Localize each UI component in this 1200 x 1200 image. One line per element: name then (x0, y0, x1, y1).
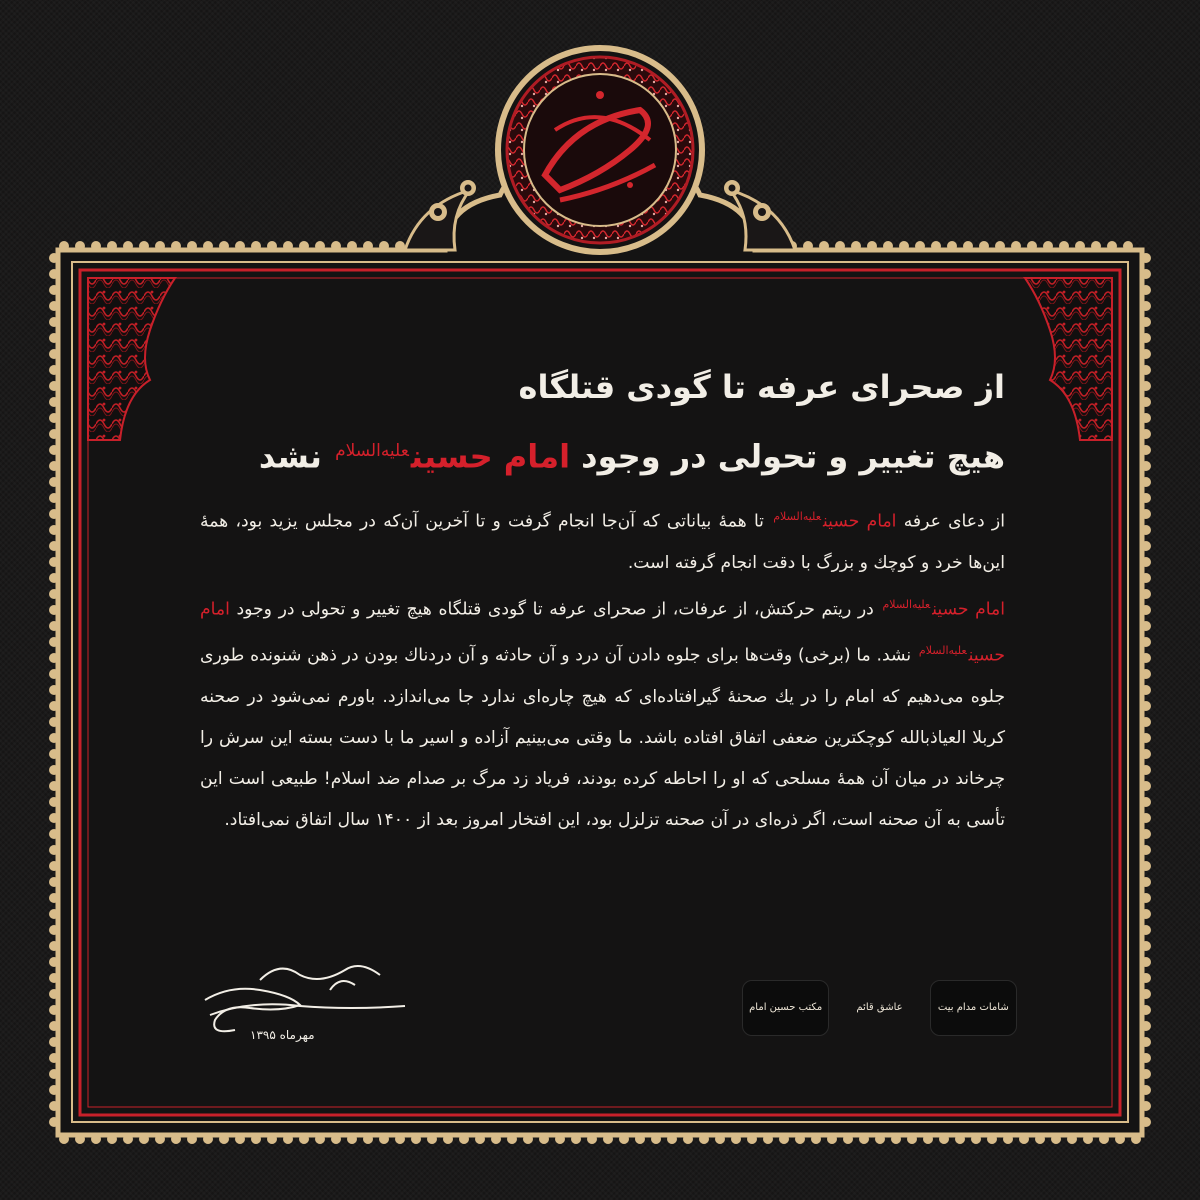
scallop-dot (395, 241, 405, 251)
scallop-dot (1141, 717, 1151, 727)
scallop-dot (267, 241, 277, 251)
scallop-dot (883, 241, 893, 251)
scallop-dot (459, 1134, 469, 1144)
scallop-dot (49, 845, 59, 855)
scallop-dot (49, 781, 59, 791)
scallop-dot (49, 525, 59, 535)
signature-date: مهرماه ۱۳۹۵ (250, 1028, 315, 1042)
scallop-dot (155, 1134, 165, 1144)
scallop-dot (49, 749, 59, 759)
scallop-dot (475, 1134, 485, 1144)
scallop-dot (49, 445, 59, 455)
scallop-dot (49, 413, 59, 423)
scallop-dot (667, 1134, 677, 1144)
scallop-dot (651, 1134, 661, 1144)
scallop-dot (979, 241, 989, 251)
scallop-dot (107, 241, 117, 251)
scallop-dot (203, 1134, 213, 1144)
scallop-dot (347, 1134, 357, 1144)
scallop-dot (427, 1134, 437, 1144)
scallop-dot (1083, 1134, 1093, 1144)
scallop-dot (923, 1134, 933, 1144)
scallop-dot (59, 1134, 69, 1144)
scallop-dot (49, 637, 59, 647)
title-line-2-before: هیچ تغییر و تحولی در وجود (581, 437, 1005, 476)
scallop-dot (49, 253, 59, 263)
scallop-dot (1019, 1134, 1029, 1144)
scallop-dot (1099, 1134, 1109, 1144)
scallop-dot (219, 1134, 229, 1144)
scallop-dot (1091, 241, 1101, 251)
scallop-dot (155, 241, 165, 251)
scallop-dot (1141, 397, 1151, 407)
scallop-dot (49, 973, 59, 983)
scallop-dot (1107, 241, 1117, 251)
scallop-dot (947, 241, 957, 251)
scallop-dot (827, 1134, 837, 1144)
scallop-dot (1141, 765, 1151, 775)
scallop-dot (1141, 381, 1151, 391)
scallop-dot (1141, 1053, 1151, 1063)
p1-rest: تا همهٔ بیاناتی که آن‌جا انجام گرفت و تا آخرین آن‌که در مجلس یزید بود، همهٔ این‌ها خرد و کوچك و بزرگ با دقت انجام گرفته است. (200, 511, 1005, 573)
scallop-dot (139, 241, 149, 251)
scallop-dot (49, 285, 59, 295)
scallop-dot (507, 1134, 517, 1144)
scallop-dot (1141, 557, 1151, 567)
scallop-dot (1075, 241, 1085, 251)
scallop-dot (931, 241, 941, 251)
scallop-dot (1035, 1134, 1045, 1144)
honorific-mark: علیه‌السلام (882, 597, 931, 611)
title-line-2 (150, 419, 1005, 489)
scallop-dot (49, 509, 59, 519)
scallop-dot (1141, 637, 1151, 647)
scallop-dot (1051, 1134, 1061, 1144)
scallop-dot (1141, 893, 1151, 903)
scallop-dot (49, 301, 59, 311)
scallop-dot (91, 241, 101, 251)
scallop-dot (49, 1037, 59, 1047)
scallop-dot (1141, 861, 1151, 871)
scallop-dot (49, 909, 59, 919)
scallop-dot (171, 1134, 181, 1144)
logo-icon: شامات مدام بیت (930, 980, 1017, 1036)
scallop-dot (1141, 285, 1151, 295)
scallop-dot (1141, 317, 1151, 327)
scallop-dot (1141, 829, 1151, 839)
scallop-dot (49, 797, 59, 807)
scallop-dot (49, 765, 59, 775)
scallop-dot (955, 1134, 965, 1144)
scallop-dot (891, 1134, 901, 1144)
scallop-dot (49, 717, 59, 727)
scallop-dot (1141, 573, 1151, 583)
scallop-dot (1043, 241, 1053, 251)
scallop-dot (49, 621, 59, 631)
scallop-dot (867, 241, 877, 251)
scallop-dot (49, 957, 59, 967)
scallop-dot (995, 241, 1005, 251)
scallop-dot (731, 1134, 741, 1144)
scallop-dot (139, 1134, 149, 1144)
body-text (200, 496, 1005, 841)
scallop-dot (1141, 253, 1151, 263)
scallop-dot (1141, 1117, 1151, 1127)
scallop-dot (1141, 973, 1151, 983)
scallop-dot (235, 241, 245, 251)
scallop-dot (49, 269, 59, 279)
scallop-dot (1141, 653, 1151, 663)
scallop-dot (1141, 365, 1151, 375)
scallop-dot (1141, 1037, 1151, 1047)
scallop-dot (49, 1085, 59, 1095)
scallop-dot (49, 1069, 59, 1079)
p2-mid: در ریتم حرکتش، از عرفات، از صحرای عرفه تا گودی قتلگاه هیچ تغییر و تحولی در وجود (236, 599, 874, 620)
scallop-dot (875, 1134, 885, 1144)
scallop-dot (1141, 269, 1151, 279)
scallop-dot (779, 1134, 789, 1144)
scallop-dot (299, 1134, 309, 1144)
scallop-dot (49, 317, 59, 327)
scallop-dot (49, 893, 59, 903)
scallop-dot (49, 1053, 59, 1063)
scallop-dot (571, 1134, 581, 1144)
scallop-dot (49, 589, 59, 599)
scallop-dot (795, 1134, 805, 1144)
scallop-dot (1141, 733, 1151, 743)
scallop-dot (49, 733, 59, 743)
scallop-dot (1141, 461, 1151, 471)
calligraphy-seal-icon (498, 48, 702, 252)
scallop-dot (1141, 925, 1151, 935)
scallop-dot (555, 1134, 565, 1144)
scallop-dot (1141, 1005, 1151, 1015)
scallop-dot (1141, 1021, 1151, 1031)
scallop-dot (379, 1134, 389, 1144)
scallop-dot (283, 1134, 293, 1144)
scallop-dot (603, 1134, 613, 1144)
scallop-dot (1141, 701, 1151, 711)
scallop-dot (1141, 1069, 1151, 1079)
scallop-dot (49, 333, 59, 343)
scallop-dot (251, 1134, 261, 1144)
scallop-dot (1141, 685, 1151, 695)
scallop-dot (1141, 589, 1151, 599)
title-block (150, 355, 1005, 489)
scallop-dot (49, 1101, 59, 1111)
scallop-dot (1027, 241, 1037, 251)
scallop-dot (491, 1134, 501, 1144)
scallop-dot (187, 241, 197, 251)
scallop-dot (347, 241, 357, 251)
scallop-dot (1141, 333, 1151, 343)
scallop-dot (299, 241, 309, 251)
scallop-dot (803, 241, 813, 251)
scallop-dot (49, 541, 59, 551)
scallop-dot (363, 241, 373, 251)
scallop-dot (49, 877, 59, 887)
scallop-dot (75, 1134, 85, 1144)
scallop-dot (331, 1134, 341, 1144)
scallop-dot (411, 1134, 421, 1144)
scallop-dot (219, 241, 229, 251)
scallop-dot (747, 1134, 757, 1144)
scallop-dot (1141, 605, 1151, 615)
scallop-dot (1141, 669, 1151, 679)
scallop-dot (1141, 989, 1151, 999)
scallop-dot (49, 941, 59, 951)
scallop-dot (91, 1134, 101, 1144)
scallop-dot (1141, 957, 1151, 967)
scallop-dot (1141, 813, 1151, 823)
scallop-dot (715, 1134, 725, 1144)
scallop-dot (1115, 1134, 1125, 1144)
scallop-dot (187, 1134, 197, 1144)
scallop-dot (1141, 445, 1151, 455)
logo-icon: مکتب حسین امام (742, 980, 829, 1036)
scallop-dot (49, 477, 59, 487)
imam-name: امام حسین (823, 511, 897, 532)
scallop-dot (1141, 797, 1151, 807)
scallop-dot (1141, 749, 1151, 759)
logo-row (742, 975, 1017, 1040)
scallop-dot (363, 1134, 373, 1144)
scallop-dot (49, 701, 59, 711)
scallop-dot (819, 241, 829, 251)
honorific-mark: علیه‌السلام (918, 644, 967, 658)
scallop-dot (811, 1134, 821, 1144)
scallop-dot (283, 241, 293, 251)
scallop-dot (1067, 1134, 1077, 1144)
scallop-dot (1141, 509, 1151, 519)
scallop-dot (49, 573, 59, 583)
scallop-dot (49, 429, 59, 439)
scallop-dot (1141, 941, 1151, 951)
scallop-dot (379, 241, 389, 251)
scallop-dot (1131, 1134, 1141, 1144)
scallop-dot (49, 989, 59, 999)
scallop-dot (1141, 349, 1151, 359)
scallop-dot (683, 1134, 693, 1144)
scallop-dot (635, 1134, 645, 1144)
scallop-dot (1141, 781, 1151, 791)
scallop-dot (1059, 241, 1069, 251)
scallop-dot (49, 365, 59, 375)
scallop-dot (1141, 621, 1151, 631)
scallop-dot (699, 1134, 709, 1144)
scallop-dot (49, 493, 59, 503)
scallop-dot (843, 1134, 853, 1144)
scallop-dot (763, 1134, 773, 1144)
scallop-dot (971, 1134, 981, 1144)
scallop-dot (963, 241, 973, 251)
scallop-dot (619, 1134, 629, 1144)
scallop-dot (539, 1134, 549, 1144)
scallop-dot (835, 241, 845, 251)
scallop-dot (49, 349, 59, 359)
imam-name: امام حسین (410, 437, 571, 476)
scallop-dot (49, 397, 59, 407)
title-line-1: از صحرای عرفه تا گودی قتلگاه (518, 368, 1005, 406)
scallop-dot (1141, 301, 1151, 311)
scallop-dot (49, 1005, 59, 1015)
scallop-dot (49, 925, 59, 935)
imam-name: امام حسین (200, 599, 1006, 667)
scallop-dot (907, 1134, 917, 1144)
scallop-dot (1003, 1134, 1013, 1144)
scallop-dot (1141, 909, 1151, 919)
scallop-dot (315, 1134, 325, 1144)
honorific-mark: علیه‌السلام (335, 441, 409, 461)
scallop-dot (49, 685, 59, 695)
scallop-dot (523, 1134, 533, 1144)
scallop-dot (49, 813, 59, 823)
scallop-dot (59, 241, 69, 251)
scallop-dot (49, 605, 59, 615)
scallop-dot (49, 461, 59, 471)
scallop-dot (123, 1134, 133, 1144)
scallop-dot (107, 1134, 117, 1144)
scallop-dot (899, 241, 909, 251)
scallop-dot (1123, 241, 1133, 251)
scallop-dot (1141, 413, 1151, 423)
scallop-dot (235, 1134, 245, 1144)
scallop-dot (859, 1134, 869, 1144)
scallop-dot (123, 241, 133, 251)
scallop-dot (49, 381, 59, 391)
scallop-dot (49, 669, 59, 679)
scallop-dot (49, 1021, 59, 1031)
scallop-dot (1011, 241, 1021, 251)
scallop-dot (987, 1134, 997, 1144)
scallop-dot (1141, 1085, 1151, 1095)
scallop-dot (1141, 429, 1151, 439)
scallop-dot (1141, 525, 1151, 535)
scallop-dot (251, 241, 261, 251)
scallop-dot (587, 1134, 597, 1144)
imam-name: امام حسین (932, 599, 1006, 620)
scallop-dot (395, 1134, 405, 1144)
scallop-dot (203, 241, 213, 251)
scallop-dot (49, 861, 59, 871)
p2-rest: نشد. ما (برخی) وقت‌ها برای جلوه دادن آن درد و آن حادثه و آن دردناك بودن در ذهن شنونده طوری جلوه می‌دهیم که امام را در یك صحنهٔ گیرافتاده‌ای که هیچ چاره‌ای ندارد جا می‌اندازد. باورم نمی‌شود در صحنه کربلا العیاذبالله کوچکترین ضعفی اتفاق افتاده باشد. ما وقتی می‌بینیم آزاده و اسیر ما با دست بسته این سرش را چرخاند در میان آن همهٔ مسلحی که او را احاطه کرده بودند، فریاد زد مرگ بر صدام ضد اسلام! طبیعی است این تأسی به آن صحنه است، اگر ذره‌ای در آن صحنه تزلزل بود، این افتخار امروز بعد از ۱۴۰۰ سال اتفاق نمی‌افتاد. (200, 646, 1005, 831)
scallop-dot (49, 1117, 59, 1127)
scallop-dot (49, 829, 59, 839)
logo-icon: عاشق قائم (856, 1001, 903, 1013)
scallop-dot (1141, 493, 1151, 503)
scallop-dot (1141, 845, 1151, 855)
paragraph-1 (200, 496, 1005, 584)
scallop-dot (1141, 477, 1151, 487)
title-line-2-after: نشد (258, 437, 322, 476)
scallop-dot (331, 241, 341, 251)
scallop-dot (171, 241, 181, 251)
p1-start: از دعای عرفه (903, 511, 1006, 532)
scallop-dot (1141, 541, 1151, 551)
honorific-mark: علیه‌السلام (773, 510, 821, 523)
scallop-dot (443, 1134, 453, 1144)
scallop-dot (851, 241, 861, 251)
scallop-dot (75, 241, 85, 251)
paragraph-2 (200, 584, 1005, 841)
scallop-dot (1141, 877, 1151, 887)
scallop-dot (267, 1134, 277, 1144)
scallop-dot (49, 653, 59, 663)
scallop-dot (49, 557, 59, 567)
scallop-dot (915, 241, 925, 251)
scallop-dot (315, 241, 325, 251)
scallop-dot (939, 1134, 949, 1144)
scallop-dot (1141, 1101, 1151, 1111)
